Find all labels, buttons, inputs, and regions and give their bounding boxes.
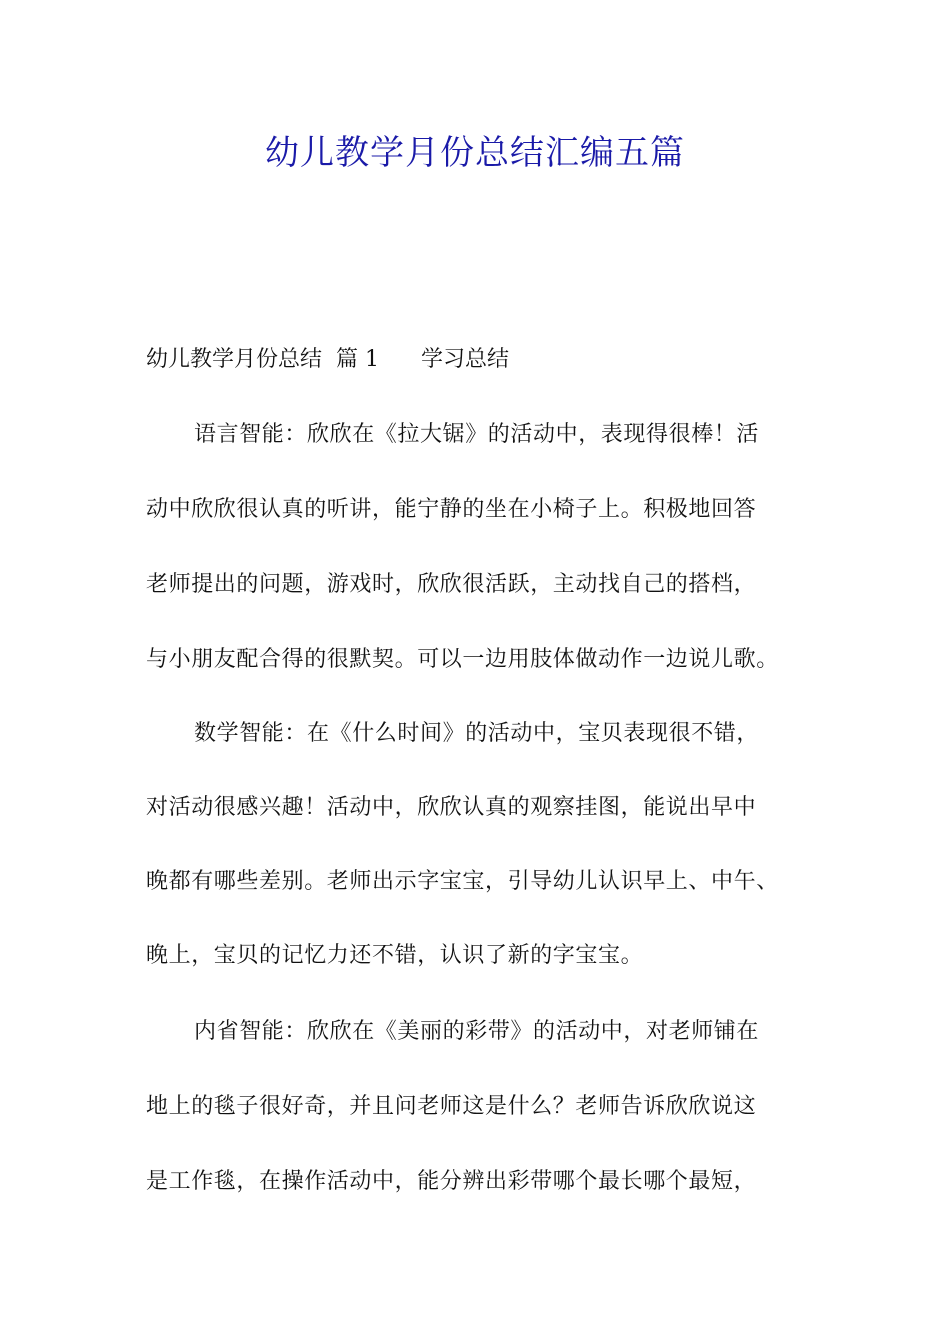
document-title: 幼儿教学月份总结汇编五篇 bbox=[265, 133, 685, 173]
paragraph-line: 内省智能：欣欣在《美丽的彩带》的活动中，对老师铺在 bbox=[194, 1019, 760, 1044]
section-heading bbox=[146, 340, 509, 380]
paragraph-line: 数学智能：在《什么时间》的活动中，宝贝表现很不错， bbox=[194, 721, 760, 746]
section-heading-sub: 学习总结 bbox=[421, 347, 510, 372]
paragraph-line: 地上的毯子很好奇，并且问老师这是什么？老师告诉欣欣说这 bbox=[146, 1094, 757, 1119]
paragraph-line: 老师提出的问题，游戏时，欣欣很活跃，主动找自己的搭档， bbox=[146, 572, 757, 597]
paragraph-line: 与小朋友配合得的很默契。可以一边用肢体做动作一边说儿歌。 bbox=[146, 647, 779, 672]
paragraph-line: 晚都有哪些差别。老师出示字宝宝，引导幼儿认识早上、中午、 bbox=[146, 869, 779, 894]
paragraph-line: 语言智能：欣欣在《拉大锯》的活动中，表现得很棒！活 bbox=[194, 422, 760, 447]
paragraph-line: 是工作毯，在操作活动中，能分辨出彩带哪个最长哪个最短， bbox=[146, 1169, 757, 1194]
paragraph-line: 动中欣欣很认真的听讲，能宁静的坐在小椅子上。积极地回答 bbox=[146, 497, 757, 522]
section-heading-part: 篇 1 bbox=[336, 347, 380, 372]
section-heading-main: 幼儿教学月份总结 bbox=[146, 347, 323, 372]
paragraph-line: 对活动很感兴趣！活动中，欣欣认真的观察挂图，能说出早中 bbox=[146, 795, 757, 820]
paragraph-line: 晚上，宝贝的记忆力还不错，认识了新的字宝宝。 bbox=[146, 943, 644, 968]
